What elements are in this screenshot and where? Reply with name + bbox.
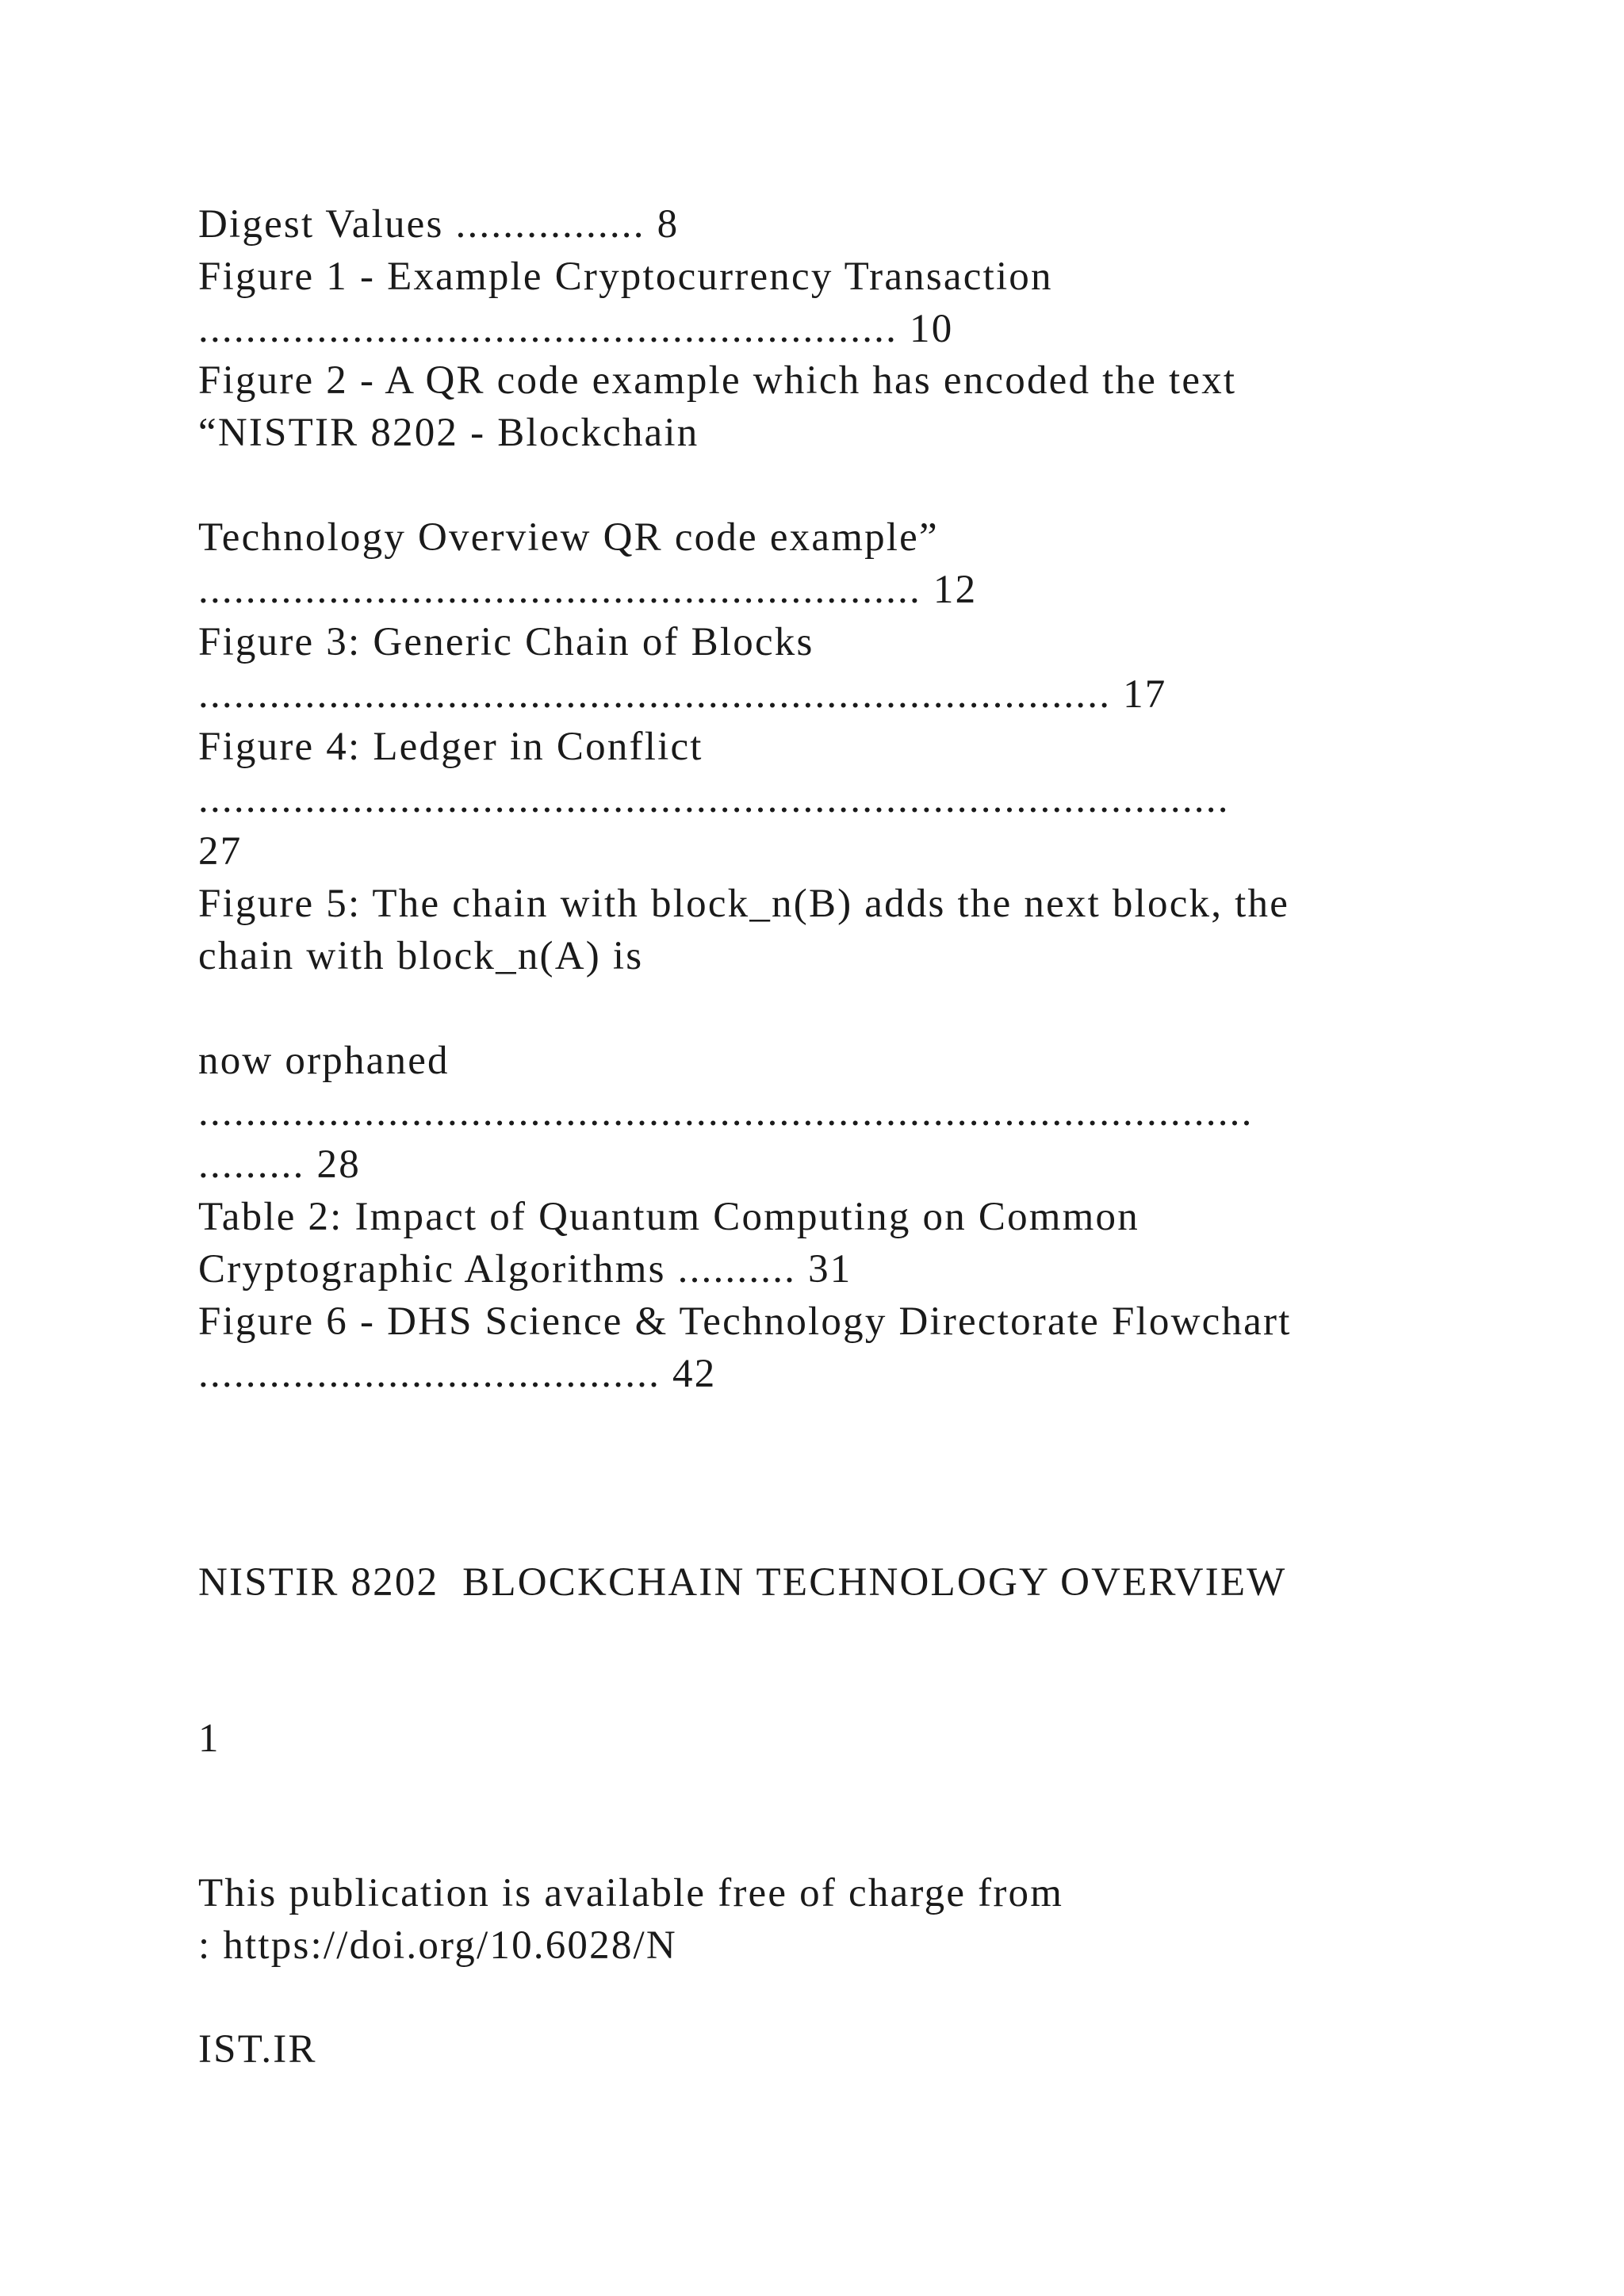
running-header: NISTIR 8202 BLOCKCHAIN TECHNOLOGY OVERVIEW — [198, 1560, 1287, 1605]
toc-entry-figure-3-leader: ............................................................................. 17 — [198, 672, 1167, 717]
toc-entry-figure-6-leader: ....................................... 42 — [198, 1352, 717, 1396]
toc-entry-figure-2-title: Figure 2 - A QR code example which has encoded the text — [198, 358, 1237, 403]
toc-entry-digest-values: Digest Values ................ 8 — [198, 202, 680, 247]
toc-entry-figure-5-page: ......... 28 — [198, 1142, 361, 1187]
toc-entry-figure-4-title: Figure 4: Ledger in Conflict — [198, 725, 703, 769]
toc-entry-figure-1-leader: ........................................................... 10 — [198, 307, 954, 351]
toc-entry-figure-5-title: Figure 5: The chain with block_n(B) adds the next block, the — [198, 882, 1290, 926]
toc-entry-figure-5-title-cont-2: now orphaned — [198, 1039, 450, 1083]
toc-entry-figure-3-title: Figure 3: Generic Chain of Blocks — [198, 620, 814, 664]
toc-entry-figure-2-title-cont-2: Technology Overview QR code example” — [198, 515, 939, 560]
toc-entry-figure-4-page: 27 — [198, 829, 243, 874]
availability-notice: This publication is available free of charge from — [198, 1871, 1064, 1915]
toc-entry-figure-5-title-cont: chain with block_n(A) is — [198, 934, 644, 978]
toc-entry-table-2-title-cont: Cryptographic Algorithms .......... 31 — [198, 1247, 852, 1292]
toc-entry-figure-1-title: Figure 1 - Example Cryptocurrency Transaction — [198, 254, 1053, 299]
doi-link: : https://doi.org/10.6028/N — [198, 1923, 677, 1968]
toc-entry-table-2-title: Table 2: Impact of Quantum Computing on Common — [198, 1195, 1139, 1239]
doi-link-cont: IST.IR — [198, 2027, 317, 2072]
toc-entry-figure-4-leader: ....................................................................................... — [198, 777, 1230, 821]
toc-entry-figure-5-leader: ......................................................................................... — [198, 1090, 1254, 1135]
toc-entry-figure-2-leader: ............................................................. 12 — [198, 568, 978, 612]
page-number: 1 — [198, 1716, 220, 1761]
toc-entry-figure-2-title-cont: “NISTIR 8202 - Blockchain — [198, 411, 699, 455]
toc-entry-figure-6-title: Figure 6 - DHS Science & Technology Directorate Flowchart — [198, 1299, 1292, 1344]
